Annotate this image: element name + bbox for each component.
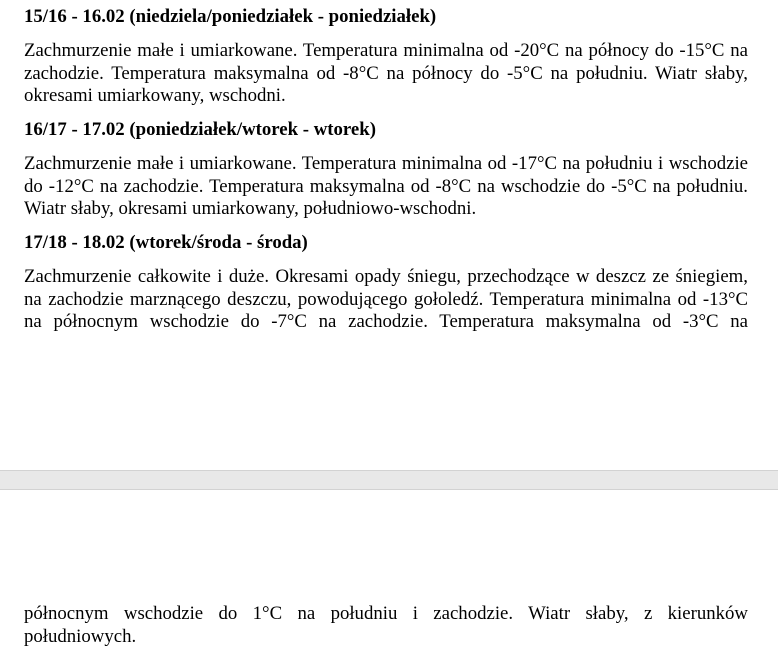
paragraph-line: Zachmurzenie małe i umiarkowane. Temperatura minimalna od -17°C na południu i wschodzie: [24, 153, 748, 175]
paragraph: [24, 40, 748, 108]
paragraph-line: do -12°C na zachodzie. Temperatura maksymalna od -8°C na wschodzie do -5°C na południu.: [24, 175, 748, 197]
section-heading: 17/18 - 18.02 (wtorek/środa - środa): [24, 232, 308, 254]
page-break-gap: [0, 470, 778, 490]
paragraph-line: Wiatr słaby, okresami umiarkowany, południowo-wschodni.: [24, 198, 477, 220]
paragraph-line: północnym wschodzie do 1°C na południu i zachodzie. Wiatr słaby, z kierunków: [24, 603, 748, 624]
paragraph-line: południowych.: [24, 625, 137, 647]
document-page-2[interactable]: [0, 490, 778, 659]
paragraph: [24, 266, 748, 334]
page-2-text-body: [24, 603, 748, 660]
paragraph-line: na północnym wschodzie do -7°C na zachodzie. Temperatura maksymalna od -3°C na: [24, 311, 748, 333]
paragraph-line: na zachodzie marznącego deszczu, powodującego gołoledź. Temperatura minimalna od -13°C: [24, 288, 748, 310]
paragraph-continuation: [24, 603, 748, 648]
paragraph-line: Zachmurzenie małe i umiarkowane. Temperatura minimalna od -20°C na północy do -15°C na: [24, 39, 748, 61]
paragraph-line: okresami umiarkowany, wschodni.: [24, 85, 286, 107]
section-heading: 16/17 - 17.02 (poniedziałek/wtorek - wtorek): [24, 119, 376, 141]
paragraph-line: Zachmurzenie całkowite i duże. Okresami opady śniegu, przechodzące w deszcz ze śniegiem,: [24, 266, 748, 288]
paragraph-line: zachodzie. Temperatura maksymalna od -8°C na północy do -5°C na południu. Wiatr słaby,: [24, 62, 748, 84]
section-heading: 15/16 - 16.02 (niedziela/poniedziałek - poniedziałek): [24, 6, 437, 27]
page-1-text-body: [24, 6, 748, 345]
paragraph: [24, 153, 748, 221]
